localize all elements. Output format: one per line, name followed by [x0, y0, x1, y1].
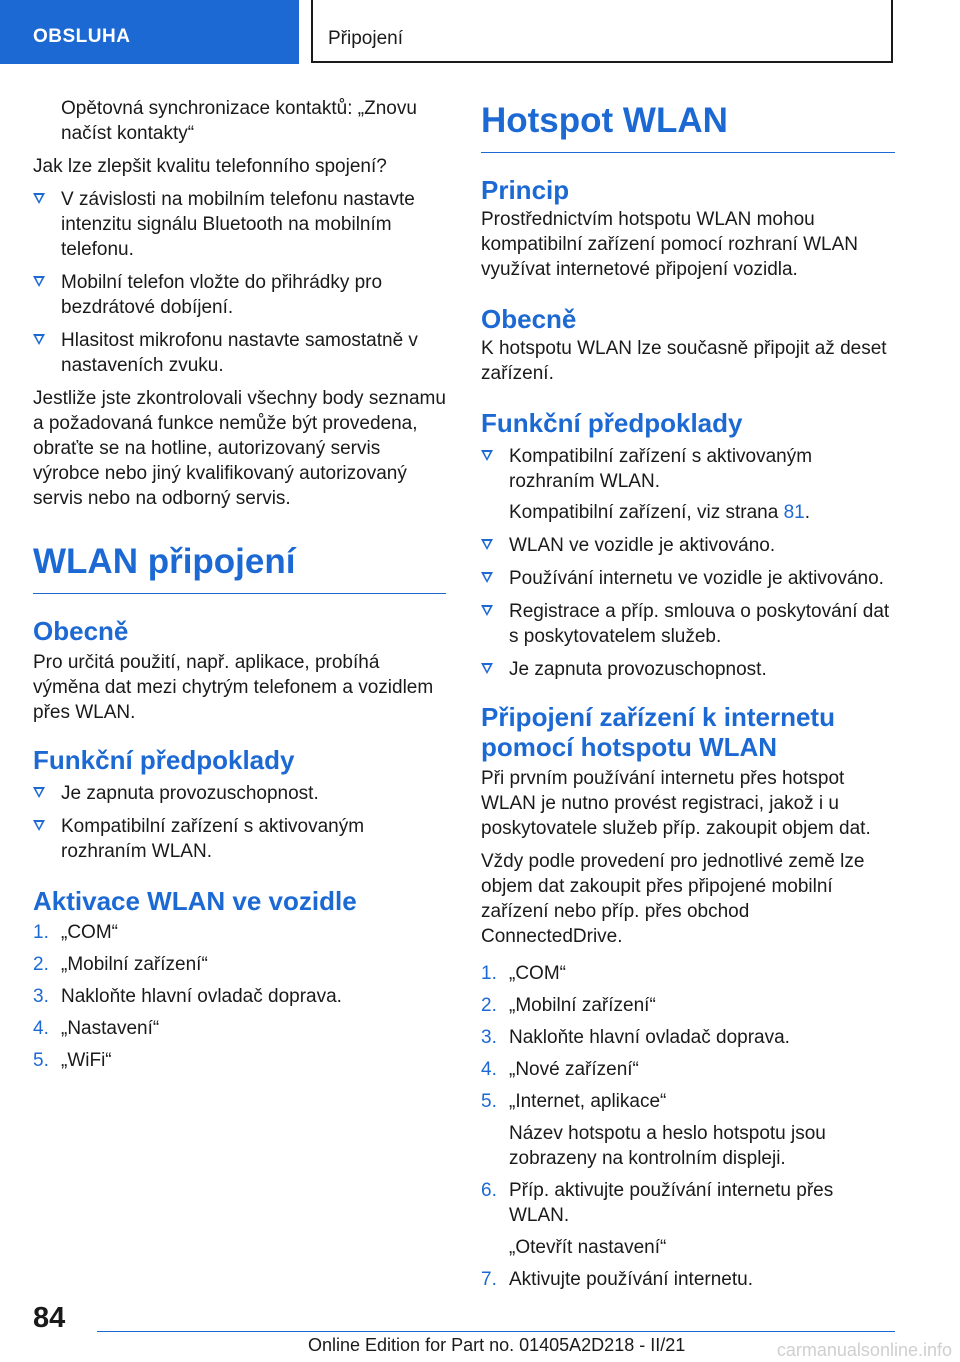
closing-paragraph: Jestliže jste zkontrolovali všechny body seznamu a požadovaná funkce nemůže být provedena, obraťte se na hotline, autorizovaný servis výrobce nebo jiný kvalifikovaný autorizovaný servis nebo na odborný servis.: [33, 388, 446, 509]
bullet-item: V závislosti na mobilním telefonu nastavte intenzitu signálu Bluetooth na mobilním telefonu.: [33, 187, 446, 262]
step-item: 7. Aktivujte používání internetu.: [481, 1269, 753, 1290]
bullet-item: Hlasitost mikrofonu nastavte samostatně v nastaveních zvuku.: [33, 328, 446, 378]
bullet-item: Kompatibilní zařízení s aktivovaným rozhraním WLAN.: [33, 814, 446, 864]
general-text: Pro určitá použití, např. aplikace, probíhá výměna dat mezi chytrým telefonem a vozidlem přes WLAN.: [33, 652, 434, 723]
step-item: 4. „Nastavení“: [33, 1018, 160, 1039]
footer-divider: [97, 1331, 895, 1332]
step-item: 3. Nakloňte hlavní ovladač doprava.: [33, 986, 342, 1007]
bullet-list: [33, 187, 446, 378]
step-item: 4. „Nové zařízení“: [481, 1059, 639, 1080]
step-item: 3. Nakloňte hlavní ovladač doprava.: [481, 1027, 790, 1048]
compatibility-note: Kompatibilní zařízení, viz strana 81.: [509, 502, 810, 523]
step-item: 1. „COM“: [481, 963, 566, 984]
triangle-bullet-icon: [481, 450, 493, 461]
section-label: OBSLUHA: [33, 26, 131, 47]
step-item: 1. „COM“: [33, 922, 118, 943]
wlan-title: WLAN připojení: [33, 541, 446, 594]
activation-steps: [33, 920, 446, 1073]
right-column: [481, 96, 895, 1292]
bullet-item: Je zapnuta provozuschopnost.: [481, 657, 895, 682]
step-item: 5. „WiFi“: [33, 1050, 112, 1071]
step-item: 6. Příp. aktivujte používání internetu přes WLAN.: [481, 1180, 834, 1226]
connect-paragraph-1: Při prvním používání internetu přes hotspot WLAN je nutno provést registraci, jakož i u poskytovatele služeb příp. zakoupit objem dat.: [481, 768, 871, 839]
page-number: 84: [33, 1302, 66, 1334]
triangle-bullet-icon: [33, 193, 45, 204]
section-tab: [0, 0, 299, 64]
bullet-item: WLAN ve vozidle je aktivováno.: [481, 533, 895, 558]
triangle-bullet-icon: [481, 572, 493, 583]
triangle-bullet-icon: [33, 276, 45, 287]
triangle-bullet-icon: [33, 787, 45, 798]
bullet-item: Mobilní telefon vložte do přihrádky pro bezdrátové dobíjení.: [33, 270, 446, 320]
requirements-heading: Funkční předpoklady: [481, 408, 743, 438]
connect-paragraph-2: Vždy podle provedení pro jednotlivé země lze objem dat zakoupit přes připojené mobilní zařízení nebo příp. přes obchod ConnectedDrive.: [481, 851, 865, 947]
general-heading: Obecně: [33, 616, 129, 646]
bullet-item: Je zapnuta provozuschopnost.: [33, 781, 446, 806]
left-column: [33, 96, 446, 1073]
triangle-bullet-icon: [481, 539, 493, 550]
general-heading: Obecně: [481, 304, 577, 334]
bullet-item: Registrace a příp. smlouva o poskytování dat s poskytovatelem služeb.: [481, 599, 895, 649]
bullet-item: Kompatibilní zařízení s aktivovaným rozhraním WLAN.: [481, 444, 895, 494]
chapter-box: [311, 0, 893, 63]
step-item: 2. „Mobilní zařízení“: [481, 995, 656, 1016]
triangle-bullet-icon: [481, 605, 493, 616]
triangle-bullet-icon: [33, 334, 45, 345]
activation-heading: Aktivace WLAN ve vozidle: [33, 886, 357, 916]
hotspot-title: Hotspot WLAN: [481, 100, 895, 153]
principle-text: Prostřednictvím hotspotu WLAN mohou kompatibilní zařízení pomocí rozhraní WLAN využívat internetové připojení vozidla.: [481, 209, 858, 280]
connect-heading: Připojení zařízení k internetu pomocí hotspotu WLAN: [481, 702, 835, 762]
step-item: 5. „Internet, aplikace“: [481, 1091, 667, 1112]
general-text: K hotspotu WLAN lze současně připojit až deset zařízení.: [481, 338, 887, 384]
triangle-bullet-icon: [33, 820, 45, 831]
step-note: „Otevřít nastavení“: [509, 1237, 667, 1258]
principle-heading: Princip: [481, 175, 570, 205]
page-reference-link[interactable]: 81: [783, 502, 805, 523]
watermark: carmanualsonline.info: [776, 1340, 952, 1360]
step-note: Název hotspotu a heslo hotspotu jsou zobrazeny na kontrolním displeji.: [509, 1123, 826, 1169]
chapter-label: Připojení: [328, 28, 403, 49]
question-text: Jak lze zlepšit kvalitu telefonního spojení?: [33, 156, 387, 177]
intro-indent-text: Opětovná synchronizace kontaktů: „Znovu načíst kontakty“: [61, 98, 417, 144]
requirements-heading: Funkční předpoklady: [33, 745, 295, 775]
edition-text: Online Edition for Part no. 01405A2D218 - II/21: [308, 1335, 686, 1355]
step-item: 2. „Mobilní zařízení“: [33, 954, 208, 975]
connect-steps: [481, 961, 895, 1292]
bullet-item: Používání internetu ve vozidle je aktivováno.: [481, 566, 895, 591]
triangle-bullet-icon: [481, 663, 493, 674]
